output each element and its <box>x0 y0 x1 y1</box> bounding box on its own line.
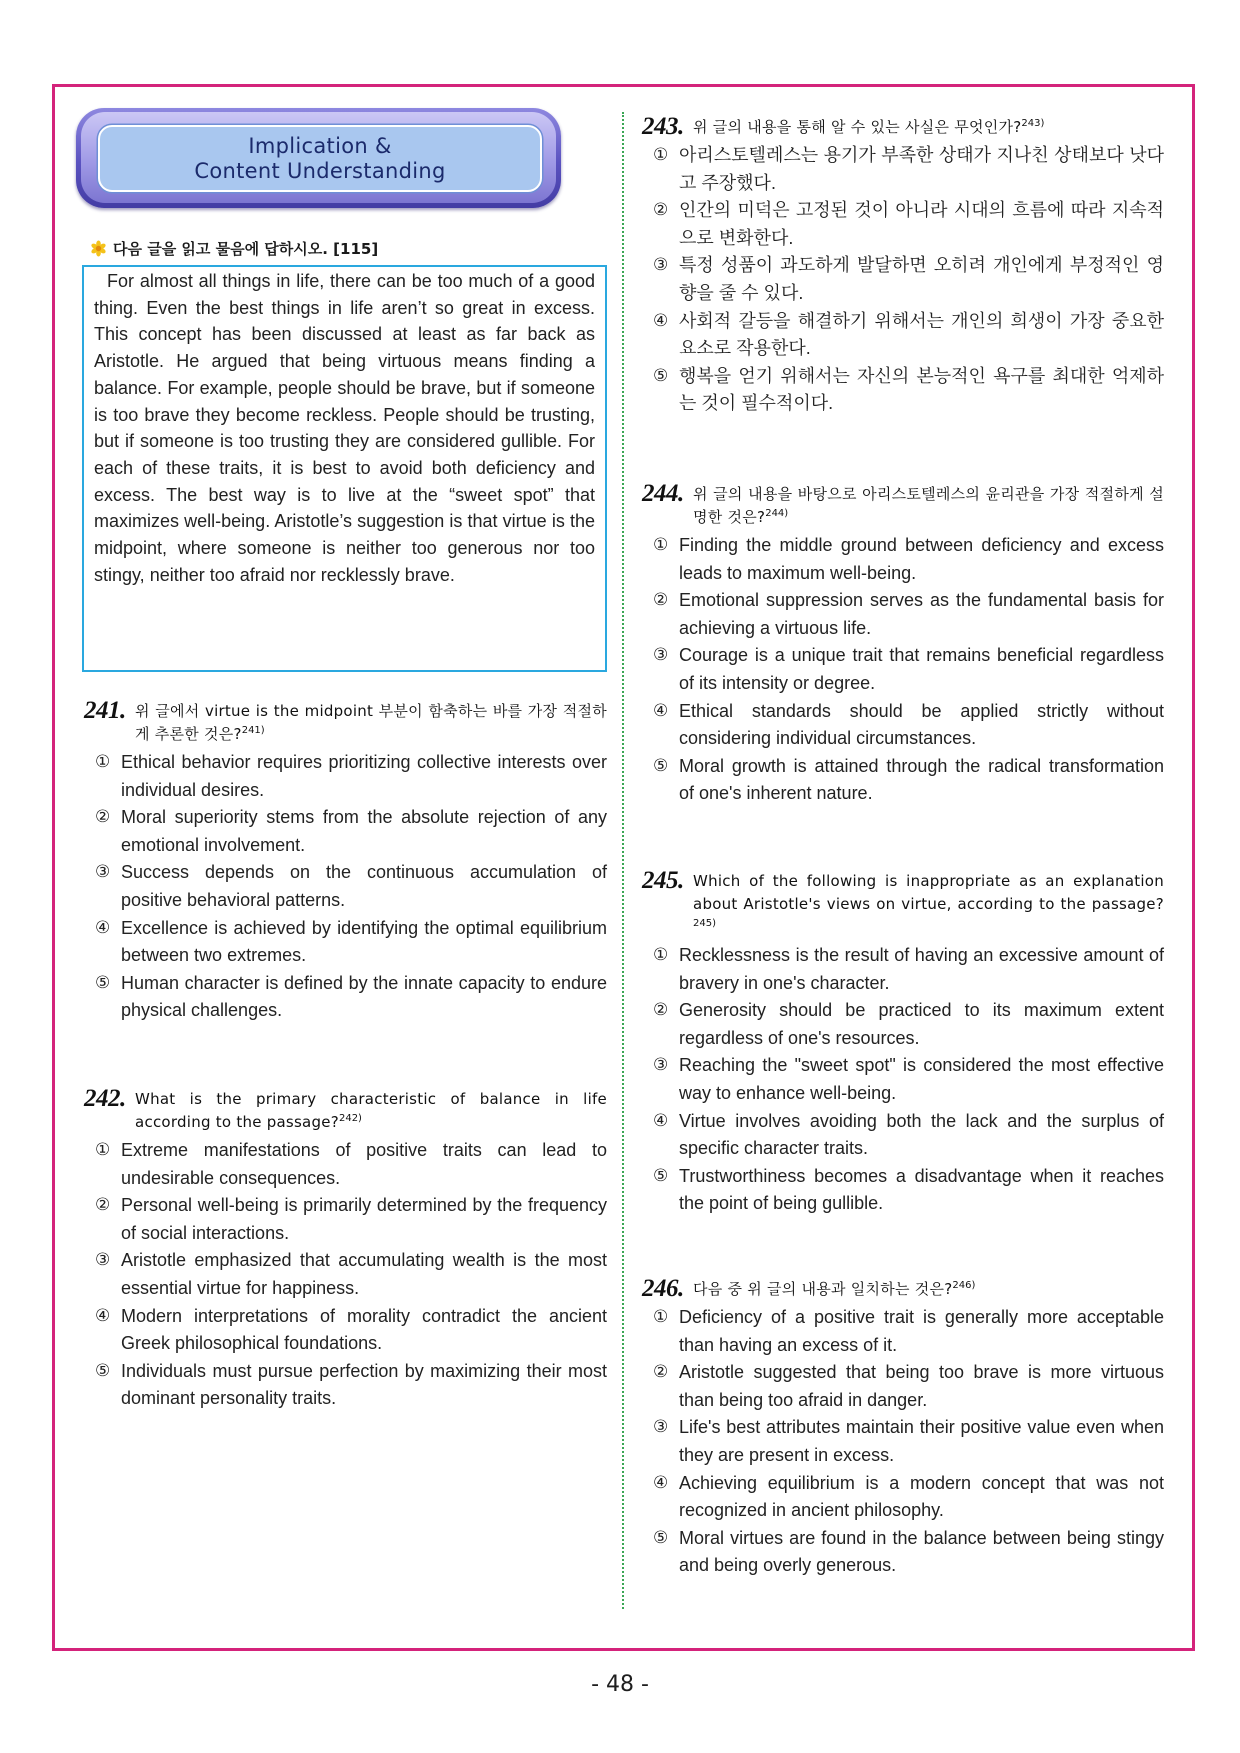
page-number: - 48 - <box>591 1672 649 1697</box>
option-marker: ④ <box>653 700 669 721</box>
option-text: Modern interpretations of morality contradict the ancient Greek philosophical foundations. <box>121 1305 607 1354</box>
question-number: 242. <box>84 1085 126 1112</box>
reading-passage: For almost all things in life, there can be too much of a good thing. Even the best things in life aren’t so great in excess. This concept has been discussed at least as far back as Aristotle. He argued that being virtuous means finding a balance. For example, people should be brave, but if someone is too brave they become reckless. People should be trusting, but if someone is too trusting they are considered gullible. For each of these traits, it is best to avoid both deficiency and excess. The best way is to live at the “sweet spot” that maximizes well-being. Aristotle’s suggestion is that virtue is the midpoint, where someone is neither too generous nor too stingy, neither too afraid nor recklessly brave. <box>82 265 607 672</box>
question-245 <box>642 867 1164 1218</box>
option-4 <box>653 698 1164 753</box>
option-4 <box>653 1470 1164 1525</box>
instruction-text: 다음 글을 읽고 물음에 답하시오. [115] <box>113 239 379 258</box>
option-list <box>95 749 607 1025</box>
option-marker: ③ <box>653 1417 669 1438</box>
option-text: Courage is a unique trait that remains beneficial regardless of its intensity or degree. <box>679 645 1164 693</box>
section-title-badge <box>76 108 561 208</box>
option-text: Human character is defined by the innate capacity to endure physical challenges. <box>121 972 607 1021</box>
option-2 <box>653 997 1164 1052</box>
option-text: Deficiency of a positive trait is generally more acceptable than having an excess of it. <box>679 1307 1164 1355</box>
option-marker: ② <box>653 1000 669 1021</box>
question-number: 246. <box>642 1275 684 1302</box>
option-text: Life's best attributes maintain their positive value even when they are present in excess. <box>679 1417 1164 1465</box>
option-5 <box>95 970 607 1025</box>
question-heading <box>642 113 1164 140</box>
option-text: Recklessness is the result of having an excessive amount of bravery in one's character. <box>679 945 1164 993</box>
section-title-line1: Implication & <box>248 133 392 158</box>
option-marker: ① <box>95 1140 111 1160</box>
option-text: Personal well-being is primarily determined by the frequency of social interactions. <box>121 1195 607 1243</box>
option-4 <box>95 1303 607 1358</box>
option-text: Moral superiority stems from the absolute rejection of any emotional involvement. <box>121 807 607 855</box>
option-text: Success depends on the continuous accumulation of positive behavioral patterns. <box>121 862 607 910</box>
option-4 <box>653 1108 1164 1163</box>
question-246 <box>642 1275 1164 1580</box>
option-marker: ③ <box>95 862 111 883</box>
option-marker: ④ <box>95 917 111 938</box>
option-3 <box>653 252 1164 307</box>
option-marker: ① <box>95 752 111 772</box>
column-divider <box>622 112 624 1609</box>
option-text: Individuals must pursue perfection by maximizing their most dominant personality traits. <box>121 1360 607 1409</box>
footnote-ref: 246) <box>952 1280 976 1291</box>
option-text: Ethical standards should be applied strictly without considering individual circumstances. <box>679 700 1164 749</box>
option-1 <box>95 1137 607 1192</box>
question-prompt: 다음 중 위 글의 내용과 일치하는 것은? <box>693 1280 953 1298</box>
option-marker: ④ <box>653 310 669 331</box>
question-heading <box>642 867 1164 939</box>
option-marker: ① <box>653 535 669 555</box>
option-marker: ③ <box>653 1055 669 1076</box>
question-244 <box>642 480 1164 808</box>
option-5 <box>653 753 1164 808</box>
option-1 <box>95 749 607 804</box>
question-prompt: What is the primary characteristic of balance in life according to the passage? <box>135 1090 607 1131</box>
option-marker: ⑤ <box>653 365 669 386</box>
option-5 <box>653 363 1164 418</box>
option-list <box>95 1137 607 1413</box>
option-marker: ② <box>95 807 111 828</box>
option-text: Moral virtues are found in the balance between being stingy and being overly generous. <box>679 1527 1164 1576</box>
question-242 <box>84 1085 607 1413</box>
option-1 <box>653 1304 1164 1359</box>
option-5 <box>95 1358 607 1413</box>
option-text: Achieving equilibrium is a modern concept that was not recognized in ancient philosophy. <box>679 1472 1164 1521</box>
option-marker: ⑤ <box>653 1527 669 1548</box>
question-prompt: 위 글의 내용을 통해 알 수 있는 사실은 무엇인가? <box>693 118 1022 136</box>
option-3 <box>653 1414 1164 1469</box>
question-heading <box>642 480 1164 529</box>
option-3 <box>653 1052 1164 1107</box>
option-text: Excellence is achieved by identifying the optimal equilibrium between two extremes. <box>121 917 607 966</box>
option-3 <box>95 859 607 914</box>
option-marker: ④ <box>653 1110 669 1131</box>
option-list <box>653 142 1164 418</box>
option-list <box>653 532 1164 808</box>
question-prompt: 위 글의 내용을 바탕으로 아리스토텔레스의 윤리관을 가장 적절하게 설명한 것은? <box>693 485 1164 526</box>
option-text: Trustworthiness becomes a disadvantage when it reaches the point of being gullible. <box>679 1165 1164 1214</box>
question-241 <box>84 697 607 1025</box>
instruction <box>90 238 378 258</box>
option-2 <box>95 1192 607 1247</box>
option-text: 인간의 미덕은 고정된 것이 아니라 시대의 흐름에 따라 지속적으로 변화한다. <box>679 200 1164 248</box>
section-title-line2: Content Understanding <box>194 158 446 183</box>
option-1 <box>653 142 1164 197</box>
option-text: Generosity should be practiced to its maximum extent regardless of one's resources. <box>679 1000 1164 1048</box>
option-marker: ② <box>653 590 669 611</box>
option-text: Extreme manifestations of positive traits can lead to undesirable consequences. <box>121 1140 607 1188</box>
option-2 <box>653 197 1164 252</box>
option-text: Emotional suppression serves as the fundamental basis for achieving a virtuous life. <box>679 590 1164 638</box>
option-marker: ④ <box>95 1305 111 1326</box>
flower-icon <box>90 240 107 257</box>
option-marker: ① <box>653 945 669 965</box>
option-list <box>653 1304 1164 1580</box>
option-text: Reaching the "sweet spot" is considered the most effective way to enhance well-being. <box>679 1055 1164 1103</box>
question-number: 245. <box>642 867 684 894</box>
option-2 <box>95 804 607 859</box>
footnote-ref: 244) <box>765 508 789 519</box>
option-2 <box>653 587 1164 642</box>
footnote-ref: 241) <box>241 725 265 736</box>
option-text: Ethical behavior requires prioritizing collective interests over individual desires. <box>121 752 607 800</box>
option-text: Virtue involves avoiding both the lack and the surplus of specific character traits. <box>679 1110 1164 1159</box>
option-2 <box>653 1359 1164 1414</box>
question-prompt: 위 글에서 virtue is the midpoint 부분이 함축하는 바를 가장 적절하게 추론한 것은? <box>135 702 607 743</box>
option-text: Moral growth is attained through the radical transformation of one's inherent nature. <box>679 755 1164 804</box>
option-text: Aristotle suggested that being too brave is more virtuous than being too afraid in danger. <box>679 1362 1164 1410</box>
option-text: 행복을 얻기 위해서는 자신의 본능적인 욕구를 최대한 억제하는 것이 필수적이다. <box>679 365 1164 414</box>
option-marker: ③ <box>653 645 669 666</box>
footnote-ref: 243) <box>1021 118 1045 129</box>
option-text: 아리스토텔레스는 용기가 부족한 상태가 지나친 상태보다 낫다고 주장했다. <box>679 145 1164 193</box>
option-3 <box>95 1247 607 1302</box>
option-marker: ④ <box>653 1472 669 1493</box>
option-1 <box>653 942 1164 997</box>
footnote-ref: 245) <box>693 918 716 929</box>
option-marker: ⑤ <box>653 1165 669 1186</box>
option-marker: ① <box>653 1307 669 1327</box>
question-heading <box>642 1275 1164 1302</box>
option-marker: ⑤ <box>95 1360 111 1381</box>
question-number: 244. <box>642 480 684 507</box>
option-text: Aristotle emphasized that accumulating wealth is the most essential virtue for happiness. <box>121 1250 607 1298</box>
question-243 <box>642 113 1164 418</box>
question-prompt: Which of the following is inappropriate as an explanation about Aristotle's views on virtue, according to the passage? <box>693 872 1164 913</box>
option-4 <box>95 915 607 970</box>
option-marker: ② <box>95 1195 111 1216</box>
option-marker: ③ <box>653 255 669 276</box>
option-marker: ② <box>653 200 669 221</box>
footnote-ref: 242) <box>338 1113 362 1124</box>
option-marker: ③ <box>95 1250 111 1271</box>
question-number: 241. <box>84 697 126 724</box>
option-text: 특정 성품이 과도하게 발달하면 오히려 개인에게 부정적인 영향을 줄 수 있다. <box>679 255 1164 303</box>
option-marker: ⑤ <box>653 755 669 776</box>
question-heading <box>84 1085 607 1134</box>
option-5 <box>653 1525 1164 1580</box>
option-text: 사회적 갈등을 해결하기 위해서는 개인의 희생이 가장 중요한 요소로 작용한다. <box>679 310 1164 359</box>
option-list <box>653 942 1164 1218</box>
question-heading <box>84 697 607 746</box>
option-marker: ② <box>653 1362 669 1383</box>
option-1 <box>653 532 1164 587</box>
title-badge-panel <box>98 125 542 192</box>
option-3 <box>653 642 1164 697</box>
option-marker: ① <box>653 145 669 165</box>
option-text: Finding the middle ground between deficiency and excess leads to maximum well-being. <box>679 535 1164 583</box>
option-5 <box>653 1163 1164 1218</box>
question-number: 243. <box>642 113 684 140</box>
option-marker: ⑤ <box>95 972 111 993</box>
option-4 <box>653 308 1164 363</box>
